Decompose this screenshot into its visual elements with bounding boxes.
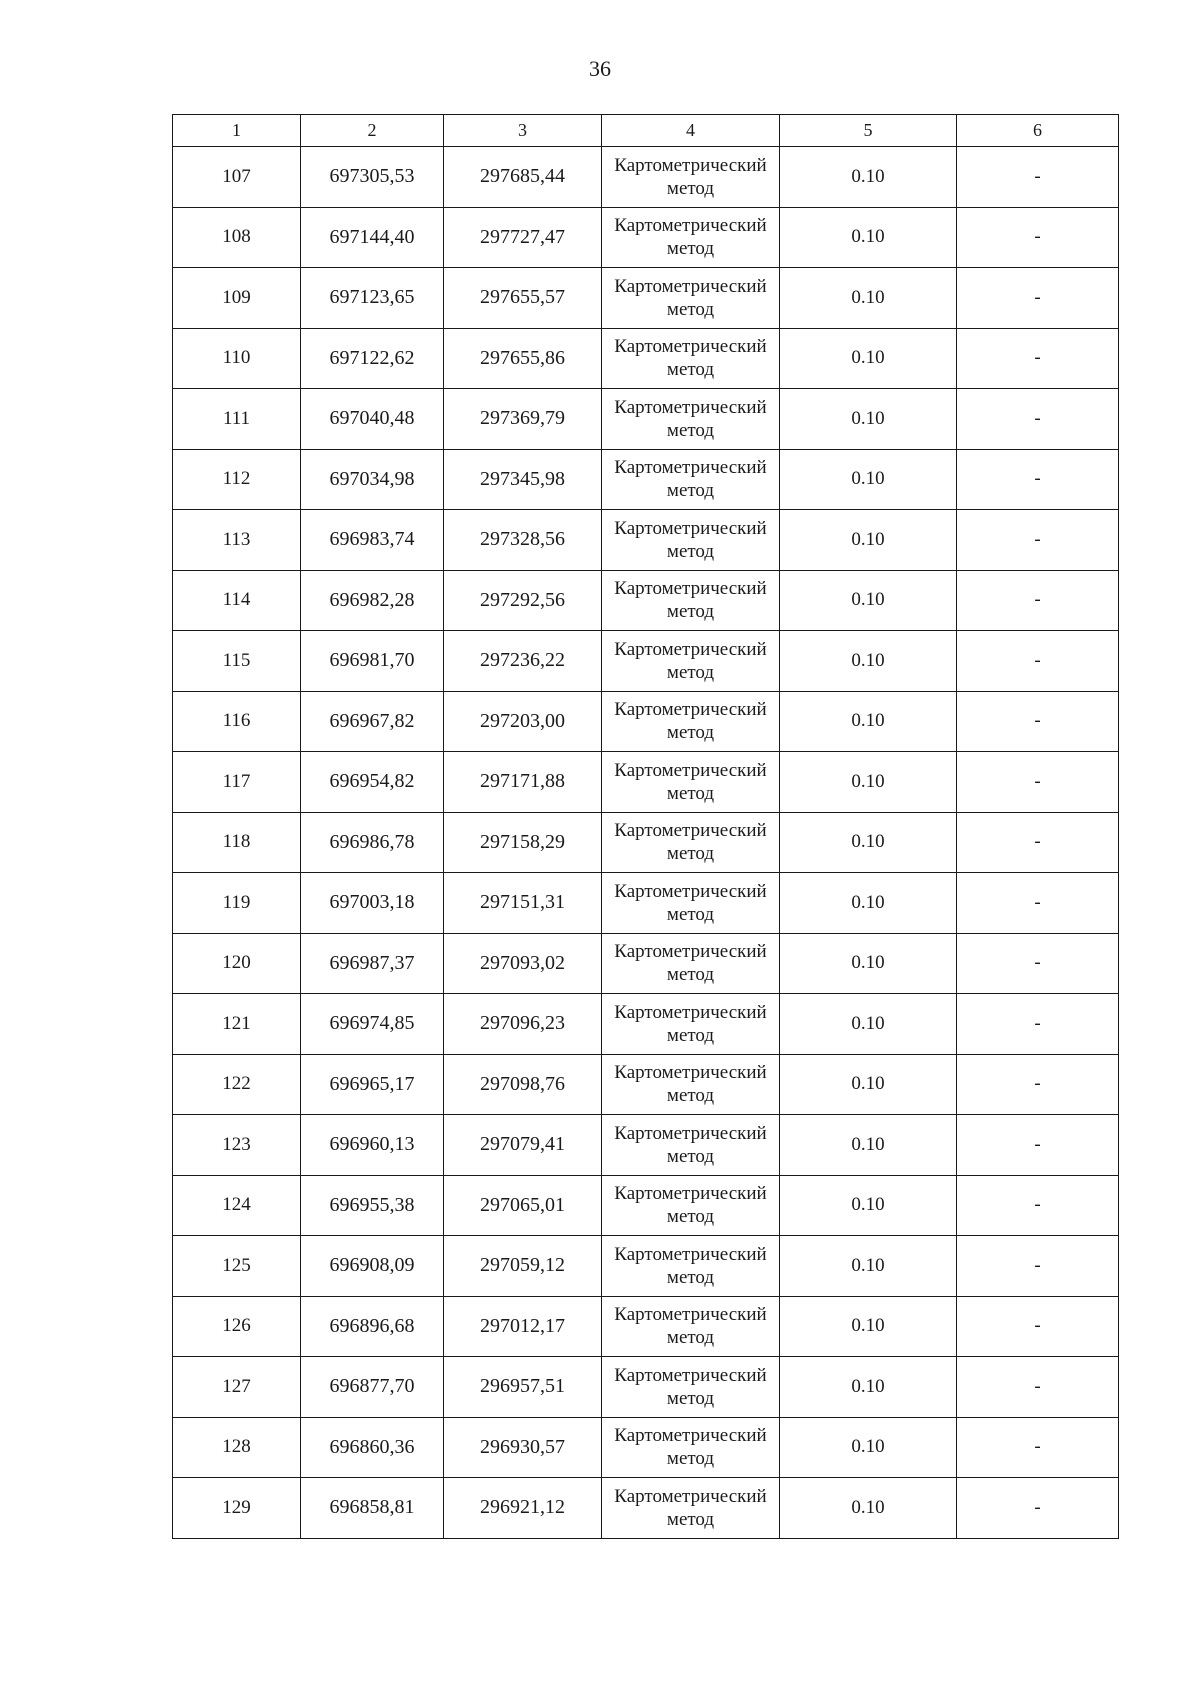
y-coordinate-cell: 297158,29 <box>444 812 602 873</box>
point-number-cell: 123 <box>173 1115 301 1176</box>
y-coordinate-cell: 296957,51 <box>444 1357 602 1418</box>
y-coordinate-cell: 296930,57 <box>444 1417 602 1478</box>
table-row <box>173 873 1119 934</box>
y-coordinate-cell: 297098,76 <box>444 1054 602 1115</box>
note-cell: - <box>957 873 1119 934</box>
column-header: 3 <box>444 115 602 147</box>
note-cell: - <box>957 449 1119 510</box>
method-line-2: метод <box>666 480 715 502</box>
method-cell <box>602 1236 780 1297</box>
method-line-1: Картометрический <box>614 699 767 721</box>
point-number-cell: 125 <box>173 1236 301 1297</box>
method-line-2: метод <box>666 1387 715 1409</box>
method-line-1: Картометрический <box>614 1485 767 1507</box>
method-line-1: Картометрический <box>614 336 767 358</box>
method-line-1: Картометрический <box>614 275 767 297</box>
method-line-1: Картометрический <box>614 154 767 176</box>
table-row <box>173 631 1119 692</box>
precision-cell: 0.10 <box>780 1054 957 1115</box>
y-coordinate-cell: 297096,23 <box>444 994 602 1055</box>
note-cell: - <box>957 933 1119 994</box>
point-number-cell: 114 <box>173 570 301 631</box>
method-line-2: метод <box>666 1508 715 1530</box>
method-cell <box>602 147 780 208</box>
method-line-1: Картометрический <box>614 1243 767 1265</box>
point-number-cell: 109 <box>173 268 301 329</box>
coordinates-table <box>172 114 1119 1539</box>
note-cell: - <box>957 1357 1119 1418</box>
x-coordinate-cell: 696967,82 <box>301 691 444 752</box>
x-coordinate-cell: 697122,62 <box>301 328 444 389</box>
y-coordinate-cell: 297328,56 <box>444 510 602 571</box>
point-number-cell: 107 <box>173 147 301 208</box>
method-line-2: метод <box>666 1266 715 1288</box>
method-cell <box>602 389 780 450</box>
point-number-cell: 111 <box>173 389 301 450</box>
method-line-1: Картометрический <box>614 1001 767 1023</box>
x-coordinate-cell: 696983,74 <box>301 510 444 571</box>
table-row <box>173 207 1119 268</box>
point-number-cell: 119 <box>173 873 301 934</box>
point-number-cell: 121 <box>173 994 301 1055</box>
precision-cell: 0.10 <box>780 1115 957 1176</box>
table-header-row <box>173 115 1119 147</box>
y-coordinate-cell: 297655,57 <box>444 268 602 329</box>
x-coordinate-cell: 696987,37 <box>301 933 444 994</box>
method-line-1: Картометрический <box>614 1122 767 1144</box>
method-cell <box>602 1175 780 1236</box>
x-coordinate-cell: 696974,85 <box>301 994 444 1055</box>
y-coordinate-cell: 297171,88 <box>444 752 602 813</box>
method-line-2: метод <box>666 782 715 804</box>
table-row <box>173 389 1119 450</box>
precision-cell: 0.10 <box>780 147 957 208</box>
table-row <box>173 752 1119 813</box>
precision-cell: 0.10 <box>780 449 957 510</box>
x-coordinate-cell: 696858,81 <box>301 1478 444 1539</box>
method-cell <box>602 328 780 389</box>
method-line-1: Картометрический <box>614 457 767 479</box>
y-coordinate-cell: 297727,47 <box>444 207 602 268</box>
point-number-cell: 117 <box>173 752 301 813</box>
point-number-cell: 129 <box>173 1478 301 1539</box>
y-coordinate-cell: 297203,00 <box>444 691 602 752</box>
point-number-cell: 113 <box>173 510 301 571</box>
precision-cell: 0.10 <box>780 207 957 268</box>
note-cell: - <box>957 691 1119 752</box>
x-coordinate-cell: 696965,17 <box>301 1054 444 1115</box>
x-coordinate-cell: 697144,40 <box>301 207 444 268</box>
point-number-cell: 127 <box>173 1357 301 1418</box>
method-line-1: Картометрический <box>614 1364 767 1386</box>
x-coordinate-cell: 696986,78 <box>301 812 444 873</box>
note-cell: - <box>957 812 1119 873</box>
note-cell: - <box>957 328 1119 389</box>
page-number: 36 <box>589 56 611 81</box>
method-line-2: метод <box>666 540 715 562</box>
column-header: 6 <box>957 115 1119 147</box>
table-row <box>173 1175 1119 1236</box>
method-line-1: Картометрический <box>614 578 767 600</box>
method-cell <box>602 1478 780 1539</box>
table-row <box>173 812 1119 873</box>
note-cell: - <box>957 570 1119 631</box>
point-number-cell: 120 <box>173 933 301 994</box>
method-line-2: метод <box>666 1085 715 1107</box>
precision-cell: 0.10 <box>780 389 957 450</box>
x-coordinate-cell: 697034,98 <box>301 449 444 510</box>
method-cell <box>602 1296 780 1357</box>
x-coordinate-cell: 697305,53 <box>301 147 444 208</box>
method-line-2: метод <box>666 1448 715 1470</box>
point-number-cell: 124 <box>173 1175 301 1236</box>
method-line-2: метод <box>666 722 715 744</box>
x-coordinate-cell: 697003,18 <box>301 873 444 934</box>
x-coordinate-cell: 697040,48 <box>301 389 444 450</box>
method-cell <box>602 1417 780 1478</box>
method-cell <box>602 268 780 329</box>
y-coordinate-cell: 297655,86 <box>444 328 602 389</box>
column-header: 4 <box>602 115 780 147</box>
point-number-cell: 108 <box>173 207 301 268</box>
x-coordinate-cell: 696954,82 <box>301 752 444 813</box>
note-cell: - <box>957 1175 1119 1236</box>
column-header: 1 <box>173 115 301 147</box>
precision-cell: 0.10 <box>780 631 957 692</box>
y-coordinate-cell: 297065,01 <box>444 1175 602 1236</box>
method-line-2: метод <box>666 238 715 260</box>
point-number-cell: 110 <box>173 328 301 389</box>
y-coordinate-cell: 297685,44 <box>444 147 602 208</box>
note-cell: - <box>957 631 1119 692</box>
table-row <box>173 1357 1119 1418</box>
method-line-1: Картометрический <box>614 638 767 660</box>
method-line-1: Картометрический <box>614 1062 767 1084</box>
method-cell <box>602 1357 780 1418</box>
method-cell <box>602 812 780 873</box>
method-line-1: Картометрический <box>614 1183 767 1205</box>
method-cell <box>602 631 780 692</box>
table-row <box>173 449 1119 510</box>
method-line-2: метод <box>666 964 715 986</box>
point-number-cell: 122 <box>173 1054 301 1115</box>
method-line-1: Картометрический <box>614 880 767 902</box>
method-line-2: метод <box>666 1024 715 1046</box>
note-cell: - <box>957 207 1119 268</box>
y-coordinate-cell: 297236,22 <box>444 631 602 692</box>
method-line-2: метод <box>666 1145 715 1167</box>
method-cell <box>602 449 780 510</box>
note-cell: - <box>957 389 1119 450</box>
method-cell <box>602 1115 780 1176</box>
precision-cell: 0.10 <box>780 510 957 571</box>
method-line-1: Картометрический <box>614 1425 767 1447</box>
precision-cell: 0.10 <box>780 812 957 873</box>
point-number-cell: 128 <box>173 1417 301 1478</box>
note-cell: - <box>957 1417 1119 1478</box>
method-cell <box>602 873 780 934</box>
note-cell: - <box>957 752 1119 813</box>
method-line-1: Картометрический <box>614 820 767 842</box>
method-line-1: Картометрический <box>614 215 767 237</box>
method-line-2: метод <box>666 298 715 320</box>
x-coordinate-cell: 696981,70 <box>301 631 444 692</box>
method-line-2: метод <box>666 177 715 199</box>
table-row <box>173 268 1119 329</box>
method-line-2: метод <box>666 419 715 441</box>
table-row <box>173 1054 1119 1115</box>
table-body <box>173 147 1119 1539</box>
x-coordinate-cell: 696955,38 <box>301 1175 444 1236</box>
method-line-1: Картометрический <box>614 396 767 418</box>
method-line-2: метод <box>666 843 715 865</box>
point-number-cell: 126 <box>173 1296 301 1357</box>
method-line-2: метод <box>666 1327 715 1349</box>
y-coordinate-cell: 296921,12 <box>444 1478 602 1539</box>
y-coordinate-cell: 297292,56 <box>444 570 602 631</box>
method-cell <box>602 994 780 1055</box>
method-cell <box>602 752 780 813</box>
x-coordinate-cell: 696877,70 <box>301 1357 444 1418</box>
precision-cell: 0.10 <box>780 873 957 934</box>
precision-cell: 0.10 <box>780 328 957 389</box>
method-line-2: метод <box>666 661 715 683</box>
table-row <box>173 1296 1119 1357</box>
y-coordinate-cell: 297079,41 <box>444 1115 602 1176</box>
y-coordinate-cell: 297151,31 <box>444 873 602 934</box>
note-cell: - <box>957 268 1119 329</box>
precision-cell: 0.10 <box>780 1296 957 1357</box>
x-coordinate-cell: 697123,65 <box>301 268 444 329</box>
precision-cell: 0.10 <box>780 1357 957 1418</box>
precision-cell: 0.10 <box>780 691 957 752</box>
table-row <box>173 1478 1119 1539</box>
x-coordinate-cell: 696960,13 <box>301 1115 444 1176</box>
point-number-cell: 115 <box>173 631 301 692</box>
point-number-cell: 116 <box>173 691 301 752</box>
y-coordinate-cell: 297345,98 <box>444 449 602 510</box>
note-cell: - <box>957 994 1119 1055</box>
method-cell <box>602 510 780 571</box>
note-cell: - <box>957 1478 1119 1539</box>
table-row <box>173 510 1119 571</box>
method-line-1: Картометрический <box>614 517 767 539</box>
method-cell <box>602 570 780 631</box>
precision-cell: 0.10 <box>780 268 957 329</box>
note-cell: - <box>957 147 1119 208</box>
y-coordinate-cell: 297012,17 <box>444 1296 602 1357</box>
method-cell <box>602 933 780 994</box>
precision-cell: 0.10 <box>780 752 957 813</box>
point-number-cell: 112 <box>173 449 301 510</box>
note-cell: - <box>957 1236 1119 1297</box>
method-line-1: Картометрический <box>614 1304 767 1326</box>
note-cell: - <box>957 510 1119 571</box>
method-line-1: Картометрический <box>614 759 767 781</box>
x-coordinate-cell: 696908,09 <box>301 1236 444 1297</box>
x-coordinate-cell: 696860,36 <box>301 1417 444 1478</box>
method-line-2: метод <box>666 359 715 381</box>
table-row <box>173 570 1119 631</box>
point-number-cell: 118 <box>173 812 301 873</box>
x-coordinate-cell: 696982,28 <box>301 570 444 631</box>
table-row <box>173 994 1119 1055</box>
note-cell: - <box>957 1115 1119 1176</box>
table-row <box>173 147 1119 208</box>
precision-cell: 0.10 <box>780 933 957 994</box>
table-row <box>173 1115 1119 1176</box>
note-cell: - <box>957 1296 1119 1357</box>
column-header: 2 <box>301 115 444 147</box>
y-coordinate-cell: 297059,12 <box>444 1236 602 1297</box>
method-cell <box>602 207 780 268</box>
table-row <box>173 328 1119 389</box>
x-coordinate-cell: 696896,68 <box>301 1296 444 1357</box>
method-line-2: метод <box>666 1206 715 1228</box>
y-coordinate-cell: 297369,79 <box>444 389 602 450</box>
method-cell <box>602 1054 780 1115</box>
column-header: 5 <box>780 115 957 147</box>
precision-cell: 0.10 <box>780 570 957 631</box>
precision-cell: 0.10 <box>780 1478 957 1539</box>
method-line-2: метод <box>666 601 715 623</box>
method-cell <box>602 691 780 752</box>
table-row <box>173 1417 1119 1478</box>
precision-cell: 0.10 <box>780 1175 957 1236</box>
table-row <box>173 1236 1119 1297</box>
table-row <box>173 933 1119 994</box>
precision-cell: 0.10 <box>780 994 957 1055</box>
method-line-2: метод <box>666 903 715 925</box>
table-row <box>173 691 1119 752</box>
note-cell: - <box>957 1054 1119 1115</box>
precision-cell: 0.10 <box>780 1236 957 1297</box>
method-line-1: Картометрический <box>614 941 767 963</box>
precision-cell: 0.10 <box>780 1417 957 1478</box>
y-coordinate-cell: 297093,02 <box>444 933 602 994</box>
